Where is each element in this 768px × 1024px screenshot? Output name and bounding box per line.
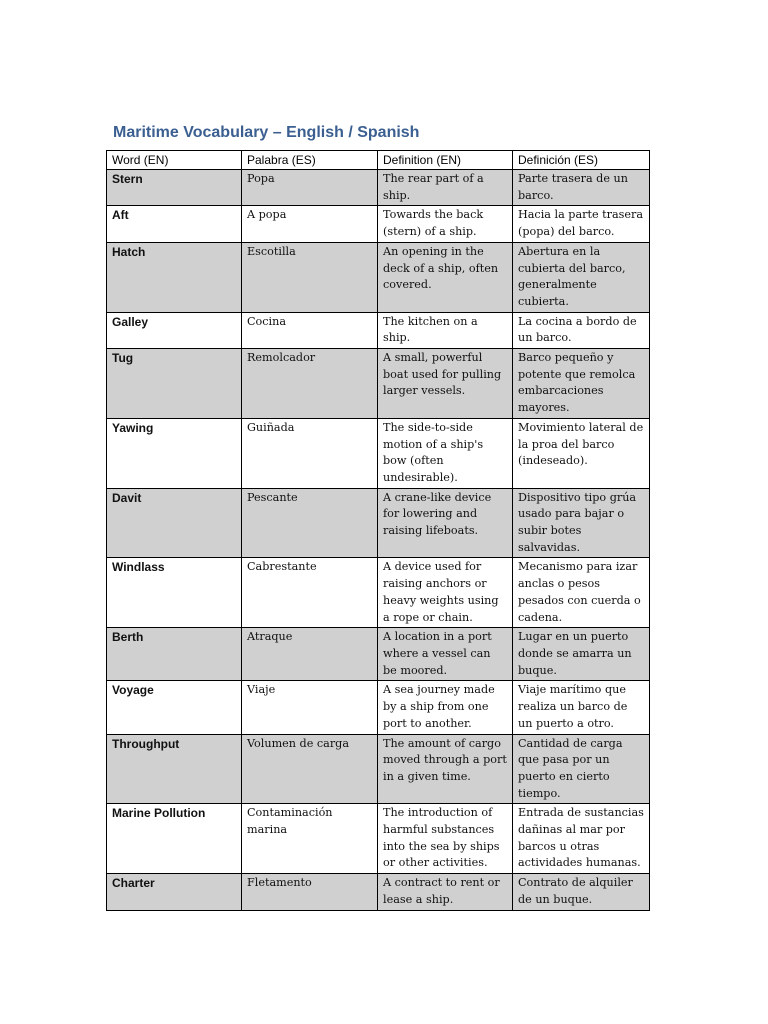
cell-word: Voyage — [107, 681, 242, 734]
table-row — [107, 349, 650, 419]
cell-palabra: A popa — [242, 206, 378, 242]
cell-palabra: Viaje — [242, 681, 378, 734]
cell-word: Charter — [107, 874, 242, 910]
cell-definition-en: A contract to rent or lease a ship. — [378, 874, 513, 910]
cell-definicion-es: Lugar en un puerto donde se amarra un buque. — [513, 628, 650, 681]
table-row — [107, 681, 650, 734]
header-definition-en: Definition (EN) — [378, 151, 513, 170]
table-row — [107, 206, 650, 242]
table-row — [107, 734, 650, 804]
cell-word: Galley — [107, 312, 242, 348]
cell-definition-en: A location in a port where a vessel can be moored. — [378, 628, 513, 681]
cell-palabra: Fletamento — [242, 874, 378, 910]
cell-definicion-es: Parte trasera de un barco. — [513, 170, 650, 206]
cell-definition-en: A small, powerful boat used for pulling larger vessels. — [378, 349, 513, 419]
cell-definicion-es: Cantidad de carga que pasa por un puerto en cierto tiempo. — [513, 734, 650, 804]
table-row — [107, 312, 650, 348]
cell-definicion-es: Hacia la parte trasera (popa) del barco. — [513, 206, 650, 242]
header-word-en: Word (EN) — [107, 151, 242, 170]
table-row — [107, 418, 650, 488]
cell-definition-en: The side-to-side motion of a ship's bow (often undesirable). — [378, 418, 513, 488]
table-row — [107, 488, 650, 558]
cell-palabra: Contaminación marina — [242, 804, 378, 874]
cell-word: Aft — [107, 206, 242, 242]
table-row — [107, 628, 650, 681]
cell-palabra: Volumen de carga — [242, 734, 378, 804]
table-header-row — [107, 151, 650, 170]
cell-palabra: Remolcador — [242, 349, 378, 419]
cell-definition-en: A sea journey made by a ship from one port to another. — [378, 681, 513, 734]
cell-palabra: Escotilla — [242, 242, 378, 312]
cell-word: Marine Pollution — [107, 804, 242, 874]
cell-definicion-es: La cocina a bordo de un barco. — [513, 312, 650, 348]
vocabulary-table — [106, 150, 650, 911]
cell-definicion-es: Mecanismo para izar anclas o pesos pesados con cuerda o cadena. — [513, 558, 650, 628]
cell-definicion-es: Viaje marítimo que realiza un barco de un puerto a otro. — [513, 681, 650, 734]
table-row — [107, 558, 650, 628]
cell-word: Berth — [107, 628, 242, 681]
table-row — [107, 242, 650, 312]
cell-palabra: Cabrestante — [242, 558, 378, 628]
cell-word: Davit — [107, 488, 242, 558]
cell-word: Tug — [107, 349, 242, 419]
cell-word: Stern — [107, 170, 242, 206]
cell-definicion-es: Dispositivo tipo grúa usado para bajar o subir botes salvavidas. — [513, 488, 650, 558]
cell-word: Hatch — [107, 242, 242, 312]
page-title: Maritime Vocabulary – English / Spanish — [113, 124, 420, 141]
cell-definition-en: Towards the back (stern) of a ship. — [378, 206, 513, 242]
cell-definicion-es: Barco pequeño y potente que remolca embarcaciones mayores. — [513, 349, 650, 419]
table-row — [107, 804, 650, 874]
cell-word: Throughput — [107, 734, 242, 804]
cell-definicion-es: Movimiento lateral de la proa del barco (indeseado). — [513, 418, 650, 488]
table-row — [107, 170, 650, 206]
cell-definition-en: The kitchen on a ship. — [378, 312, 513, 348]
cell-definicion-es: Entrada de sustancias dañinas al mar por barcos u otras actividades humanas. — [513, 804, 650, 874]
cell-definicion-es: Abertura en la cubierta del barco, generalmente cubierta. — [513, 242, 650, 312]
cell-palabra: Pescante — [242, 488, 378, 558]
cell-palabra: Atraque — [242, 628, 378, 681]
cell-palabra: Cocina — [242, 312, 378, 348]
cell-palabra: Popa — [242, 170, 378, 206]
cell-definition-en: A device used for raising anchors or heavy weights using a rope or chain. — [378, 558, 513, 628]
cell-definicion-es: Contrato de alquiler de un buque. — [513, 874, 650, 910]
cell-definition-en: An opening in the deck of a ship, often covered. — [378, 242, 513, 312]
header-palabra-es: Palabra (ES) — [242, 151, 378, 170]
cell-palabra: Guiñada — [242, 418, 378, 488]
cell-word: Yawing — [107, 418, 242, 488]
cell-definition-en: The rear part of a ship. — [378, 170, 513, 206]
table-row — [107, 874, 650, 910]
cell-word: Windlass — [107, 558, 242, 628]
cell-definition-en: The amount of cargo moved through a port in a given time. — [378, 734, 513, 804]
cell-definition-en: A crane-like device for lowering and raising lifeboats. — [378, 488, 513, 558]
cell-definition-en: The introduction of harmful substances into the sea by ships or other activities. — [378, 804, 513, 874]
header-definicion-es: Definición (ES) — [513, 151, 650, 170]
